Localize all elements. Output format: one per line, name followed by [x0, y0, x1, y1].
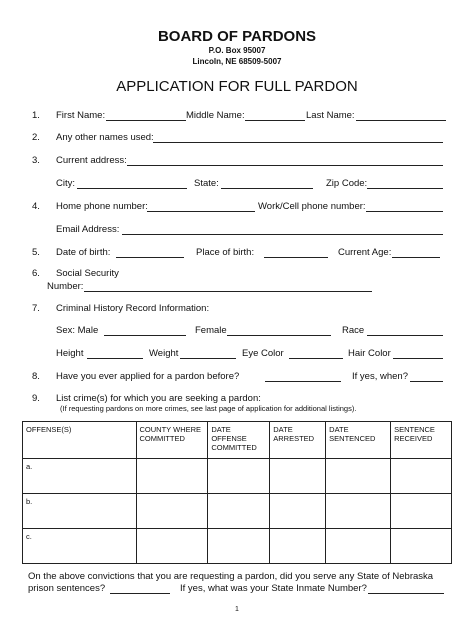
hair-color-field[interactable]: [393, 348, 443, 359]
ssn-label: Social Security: [56, 268, 119, 279]
ssn-field[interactable]: [84, 281, 372, 292]
ssn-number-label: Number:: [47, 281, 84, 292]
if-yes-when-field[interactable]: [410, 371, 443, 382]
row-applied-before: [0, 371, 474, 385]
item-number: 8.: [32, 371, 40, 382]
other-names-label: Any other names used:: [56, 132, 154, 143]
col-offenses: OFFENSE(S): [23, 422, 137, 459]
first-name-label: First Name:: [56, 110, 106, 121]
criminal-history-label: Criminal History Record Information:: [56, 303, 210, 314]
other-names-field[interactable]: [153, 132, 443, 143]
item-number: 3.: [32, 155, 40, 166]
row-label-cell[interactable]: c.: [23, 529, 137, 564]
pob-field[interactable]: [264, 247, 328, 258]
form-title: APPLICATION FOR FULL PARDON: [116, 78, 358, 95]
row-address: [0, 155, 474, 169]
row-sex-race: [0, 325, 474, 339]
dob-label: Date of birth:: [56, 247, 111, 258]
city-field[interactable]: [77, 178, 187, 189]
current-address-label: Current address:: [56, 155, 127, 166]
row-other-names: [0, 132, 474, 146]
item-number: 9.: [32, 393, 40, 404]
item-number: 6.: [32, 268, 40, 279]
table-cell[interactable]: [391, 459, 452, 494]
eye-color-label: Eye Color: [242, 348, 284, 359]
dob-field[interactable]: [116, 247, 184, 258]
table-cell[interactable]: [136, 529, 208, 564]
last-name-label: Last Name:: [306, 110, 355, 121]
table-cell[interactable]: [326, 459, 391, 494]
age-label: Current Age:: [338, 247, 392, 258]
height-field[interactable]: [87, 348, 143, 359]
col-date-arrested: DATE ARRESTED: [270, 422, 326, 459]
list-crimes-label: List crime(s) for which you are seeking a pardon:: [56, 393, 261, 404]
prison-question-label: prison sentences?: [28, 583, 106, 594]
eye-color-field[interactable]: [289, 348, 343, 359]
item-number: 5.: [32, 247, 40, 258]
table-cell[interactable]: [391, 494, 452, 529]
row-email: [0, 224, 474, 238]
row-birth: [0, 247, 474, 261]
table-cell[interactable]: [326, 529, 391, 564]
table-cell[interactable]: [208, 529, 270, 564]
hair-color-label: Hair Color: [348, 348, 391, 359]
row-criminal-history: [0, 303, 474, 317]
table-cell[interactable]: [326, 494, 391, 529]
if-yes-when-label: If yes, when?: [352, 371, 408, 382]
row-label-cell[interactable]: b.: [23, 494, 137, 529]
prison-sentence-field[interactable]: [110, 583, 170, 594]
applied-before-label: Have you ever applied for a pardon before?: [56, 371, 240, 382]
male-field[interactable]: [104, 325, 186, 336]
row-ssn: [0, 268, 474, 282]
pob-label: Place of birth:: [196, 247, 255, 258]
current-address-field[interactable]: [127, 155, 443, 166]
row-names: [0, 110, 474, 124]
row-physical: [0, 348, 474, 362]
applied-before-field[interactable]: [265, 371, 341, 382]
row-prison-question-2: [0, 583, 474, 597]
home-phone-label: Home phone number:: [56, 201, 148, 212]
height-label: Height: [56, 348, 84, 359]
page-number: 1: [235, 606, 239, 613]
row-list-note: [0, 404, 474, 418]
last-name-field[interactable]: [356, 110, 446, 121]
first-name-field[interactable]: [106, 110, 186, 121]
prison-question-line1: On the above convictions that you are requesting a pardon, did you serve any State of Nebraska: [28, 571, 434, 582]
col-county: COUNTY WHERE COMMITTED: [136, 422, 208, 459]
table-cell[interactable]: [270, 529, 326, 564]
sex-male-label: Sex: Male: [56, 325, 99, 336]
female-field[interactable]: [227, 325, 331, 336]
state-field[interactable]: [221, 178, 313, 189]
row-label-cell[interactable]: a.: [23, 459, 137, 494]
zip-field[interactable]: [367, 178, 443, 189]
table-cell[interactable]: [270, 494, 326, 529]
table-cell[interactable]: [136, 459, 208, 494]
item-number: 7.: [32, 303, 40, 314]
crimes-table: [22, 421, 452, 564]
middle-name-field[interactable]: [245, 110, 305, 121]
table-cell[interactable]: [208, 494, 270, 529]
work-phone-field[interactable]: [366, 201, 443, 212]
home-phone-field[interactable]: [147, 201, 255, 212]
weight-field[interactable]: [180, 348, 236, 359]
race-field[interactable]: [367, 325, 443, 336]
table-cell[interactable]: [136, 494, 208, 529]
state-label: State:: [194, 178, 219, 189]
race-label: Race: [342, 325, 365, 336]
city-zip: Lincoln, NE 68509-5007: [192, 57, 282, 66]
weight-label: Weight: [149, 348, 179, 359]
col-date-sentenced: DATE SENTENCED: [326, 422, 391, 459]
email-field[interactable]: [122, 224, 443, 235]
item-number: 2.: [32, 132, 40, 143]
work-phone-label: Work/Cell phone number:: [258, 201, 366, 212]
col-date-offense: DATE OFFENSE COMMITTED: [208, 422, 270, 459]
table-cell[interactable]: [270, 459, 326, 494]
zip-label: Zip Code:: [326, 178, 368, 189]
email-label: Email Address:: [56, 224, 120, 235]
table-cell[interactable]: [208, 459, 270, 494]
table-cell[interactable]: [391, 529, 452, 564]
table-header-row: [23, 422, 452, 459]
org-title: BOARD OF PARDONS: [157, 28, 317, 45]
city-label: City:: [56, 178, 75, 189]
item-number: 1.: [32, 110, 40, 121]
inmate-number-label: If yes, what was your State Inmate Number?: [180, 583, 367, 594]
row-ssn-number: [0, 281, 474, 295]
row-city-state-zip: [0, 178, 474, 192]
col-sentence-received: SENTENCE RECEIVED: [391, 422, 452, 459]
female-label: Female: [195, 325, 227, 336]
middle-name-label: Middle Name:: [186, 110, 245, 121]
inmate-number-field[interactable]: [368, 583, 444, 594]
list-crimes-note: (If requesting pardons on more crimes, see last page of application for additional listings).: [60, 404, 357, 413]
po-box: P.O. Box 95007: [208, 46, 266, 55]
item-number: 4.: [32, 201, 40, 212]
row-phones: [0, 201, 474, 215]
table-row: [23, 529, 452, 564]
table-row: [23, 494, 452, 529]
age-field[interactable]: [392, 247, 440, 258]
table-row: [23, 459, 452, 494]
